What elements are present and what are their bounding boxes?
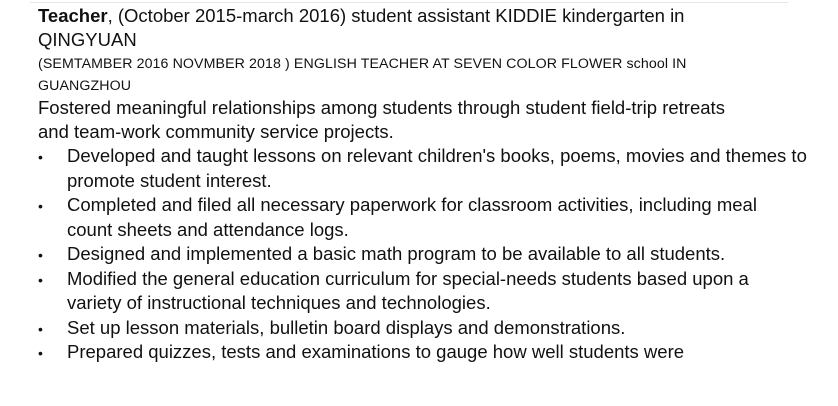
summary-line: Fostered meaningful relationships among students through student field-trip retreats [38,97,725,118]
list-item [38,242,808,267]
bullet-icon: • [38,247,43,263]
duty-text: Designed and implemented a basic math program to be available to all students. [67,243,726,264]
top-divider [30,2,788,3]
job-entry-english-teacher: (SEMTAMBER 2016 NOVMBER 2018 ) ENGLISH TEACHER AT SEVEN COLOR FLOWER school IN [38,56,687,72]
list-item [38,144,808,193]
bullet-icon: • [38,149,43,165]
list-item [38,193,808,242]
duty-text: Modified the general education curriculum for special-needs students based upon a variety of instructional techniques and technologies. [67,267,749,313]
job-details-continued: QINGYUAN [38,29,137,50]
duties-list [38,144,808,365]
list-item [38,340,808,365]
bullet-icon: • [38,320,43,337]
bullet-icon: • [38,271,43,288]
job-entry-kindergarten [38,4,808,28]
summary-line: and team-work community service projects. [38,121,394,142]
job-details: , (October 2015-march 2016) student assistant KIDDIE kindergarten in [107,5,685,26]
duty-text: Developed and taught lessons on relevant children's books, poems, movies and themes to promote student interest. [67,145,807,191]
job-location: GUANGZHOU [38,78,132,94]
duty-text: Set up lesson materials, bulletin board displays and demonstrations. [67,316,626,338]
work-experience-section [38,4,808,365]
job-role: Teacher [38,5,108,26]
list-item [38,316,808,341]
bullet-icon: • [38,345,43,361]
duty-text: Completed and filed all necessary paperwork for classroom activities, including meal count sheets and attendance logs. [67,194,757,240]
duty-text: Prepared quizzes, tests and examinations to gauge how well students were [67,341,685,362]
list-item [38,267,808,316]
bullet-icon: • [38,198,43,214]
